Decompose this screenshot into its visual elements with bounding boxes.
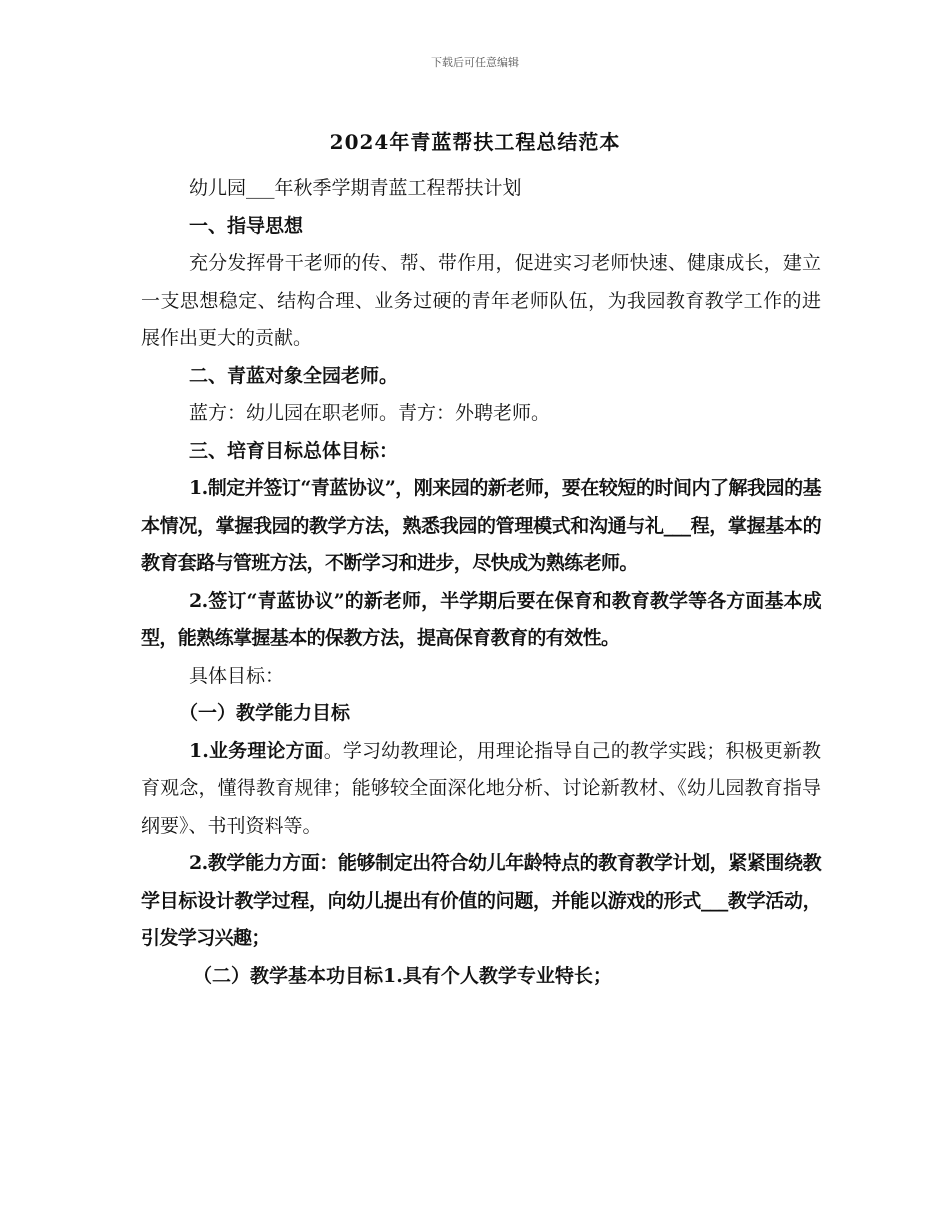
specific-goals-label: 具体目标：	[189, 664, 285, 687]
paragraph-targets: 蓝方：幼儿园在职老师。青方：外聘老师。	[189, 402, 551, 424]
section-heading-guiding-thought: 一、指导思想	[189, 214, 304, 237]
section-heading-training-goals: 三、培育目标总体目标：	[189, 439, 399, 462]
paragraph-goal-2: 2.签订“青蓝协议”的新老师，半学期后要在保育和教育教学等各方面基本成型，能熟练掌握基本的保教方法，提高保育教育的有效性。	[141, 589, 821, 649]
document-title: 2024年青蓝帮扶工程总结范本	[329, 130, 621, 154]
paragraph-teaching-ability: 2.教学能力方面：能够制定出符合幼儿年龄特点的教育教学计划，紧紧围绕教学目标设计教学过程，向幼儿提出有价值的问题，并能以游戏的形式___教学活动，引发学习兴趣；	[141, 852, 821, 949]
subsection-heading-basic-skills: （二）教学基本功目标1.具有个人教学专业特长；	[193, 964, 612, 987]
paragraph-goal-1: 1.制定并签订“青蓝协议”，刚来园的新老师，要在较短的时间内了解我园的基本情况，掌握我园的教学方法，熟悉我园的管理模式和沟通与礼___程，掌握基本的教育套路与管班方法，不断学习和进步，尽快成为熟练老师。	[141, 477, 821, 574]
page-header-note: 下载后可任意编辑	[431, 56, 519, 69]
paragraph-theory	[141, 733, 821, 846]
document-subtitle: 幼儿园___年秋季学期青蓝工程帮扶计划	[189, 177, 522, 199]
theory-body: 。学习幼教理论，用理论指导自己的教学实践；积极更新教育观念，懂得教育规律；能够较全面深化地分析、讨论新教材、《幼儿园教育指导纲要》、书刊资料等。	[141, 739, 821, 837]
subsection-heading-teaching-ability: （一）教学能力目标	[179, 702, 351, 724]
section-heading-targets: 二、青蓝对象全园老师。	[189, 364, 399, 387]
paragraph-guiding-thought: 充分发挥骨干老师的传、帮、带作用，促进实习老师快速、健康成长，建立一支思想稳定、结构合理、业务过硬的青年老师队伍，为我园教育教学工作的进展作出更大的贡献。	[141, 252, 821, 349]
document-body	[141, 170, 821, 995]
theory-lead: 1.业务理论方面	[189, 739, 324, 762]
